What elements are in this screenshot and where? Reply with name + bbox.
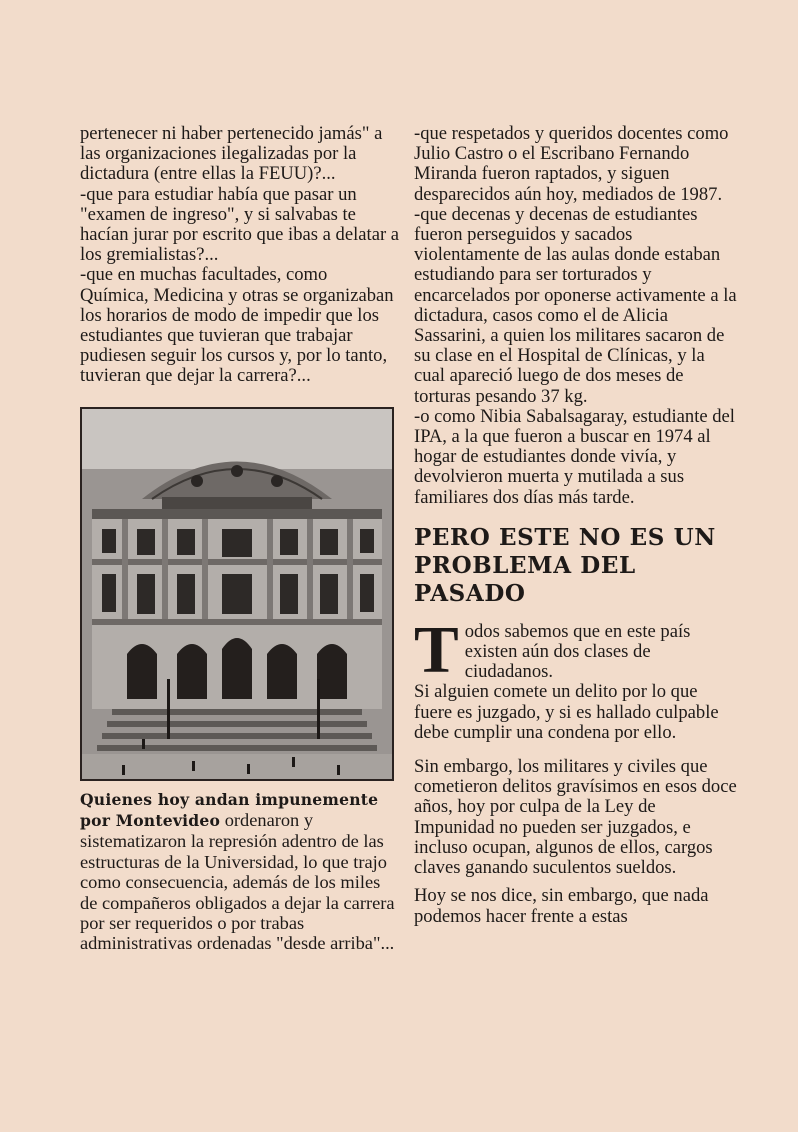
paragraph: Hoy se nos dice, sin embargo, que nada podemos hacer frente a estas (414, 885, 709, 927)
dropcap-paragraph (414, 612, 738, 687)
paragraph: Sin embargo, los militares y civiles que cometieron delitos gravísimos en esos doce años, hoy por culpa de la Ley de Impunidad no pueden ser juzgados, e incluso ocupan, algunos de ellos, cargos claves ganando suculentos sueldos. (414, 756, 737, 879)
section-heading: PERO ESTE NO ES UN PROBLEMA DEL PASADO (414, 523, 716, 607)
paragraph: pertenecer ni haber pertenecido jamás" a las organizaciones ilegalizadas por la dictadura (entre ellas la FEUU)?... (80, 123, 383, 185)
paragraph: -que en muchas facultades, como Química, Medicina y otras se organizaban los horarios de modo de impedir que los estudiantes que tuvieran que trabajar pudiesen seguir los cursos y, por lo tanto, tuvieran que dejar la carrera?... (80, 264, 394, 387)
paragraph: -que decenas y decenas de estudiantes fueron perseguidos y sacados violentamente de las aulas donde estaban estudiando para ser torturados y encarcelados por oponerse activamente a la dictadura, casos como el de Alicia Sassarini, a quien los militares sacaron de su clase en el Hospital de Clínicas, y la cual apareció luego de dos meses de torturas pesando 37 kg. (414, 203, 737, 407)
paragraph: -o como Nibia Sabalsagaray, estudiante del IPA, a la que fueron a buscar en 1974 al hogar de estudiantes donde vivía, y devolvieron muerta y mutilada a sus familiares dos días más tarde. (414, 405, 735, 508)
caption-bold: Quienes hoy andan impunemente por Montevideo (80, 789, 379, 831)
paragraph: Si alguien comete un delito por lo que fuere es juzgado, y si es hallado culpable debe cumplir una condena por ello. (414, 681, 719, 743)
left-column (80, 124, 400, 954)
paragraph: -que para estudiar había que pasar un "examen de ingreso", y si salvabas te hacían jurar por escrito que ibas a delatar a los gremialistas?... (80, 183, 400, 266)
dropcap-text: odos sabemos que en este país existen aún dos clases de ciudadanos. (464, 620, 691, 683)
photo-caption (80, 789, 400, 954)
dropcap-letter: T (414, 612, 459, 687)
caption-text: ordenaron y sistematizaron la represión adentro de las estructuras de la Universidad, lo que trajo como consecuencia, además de los miles de compañeros obligados a dejar la carrera por ser requeridos o por trabas administrativas ordenadas "desde arriba"... (80, 810, 395, 954)
right-column (414, 124, 738, 927)
university-building-photo (80, 407, 394, 781)
paragraph: -que respetados y queridos docentes como Julio Castro o el Escribano Fernando Miranda fueron raptados, y siguen desparecidos aún hoy, mediados de 1987. (414, 123, 729, 205)
